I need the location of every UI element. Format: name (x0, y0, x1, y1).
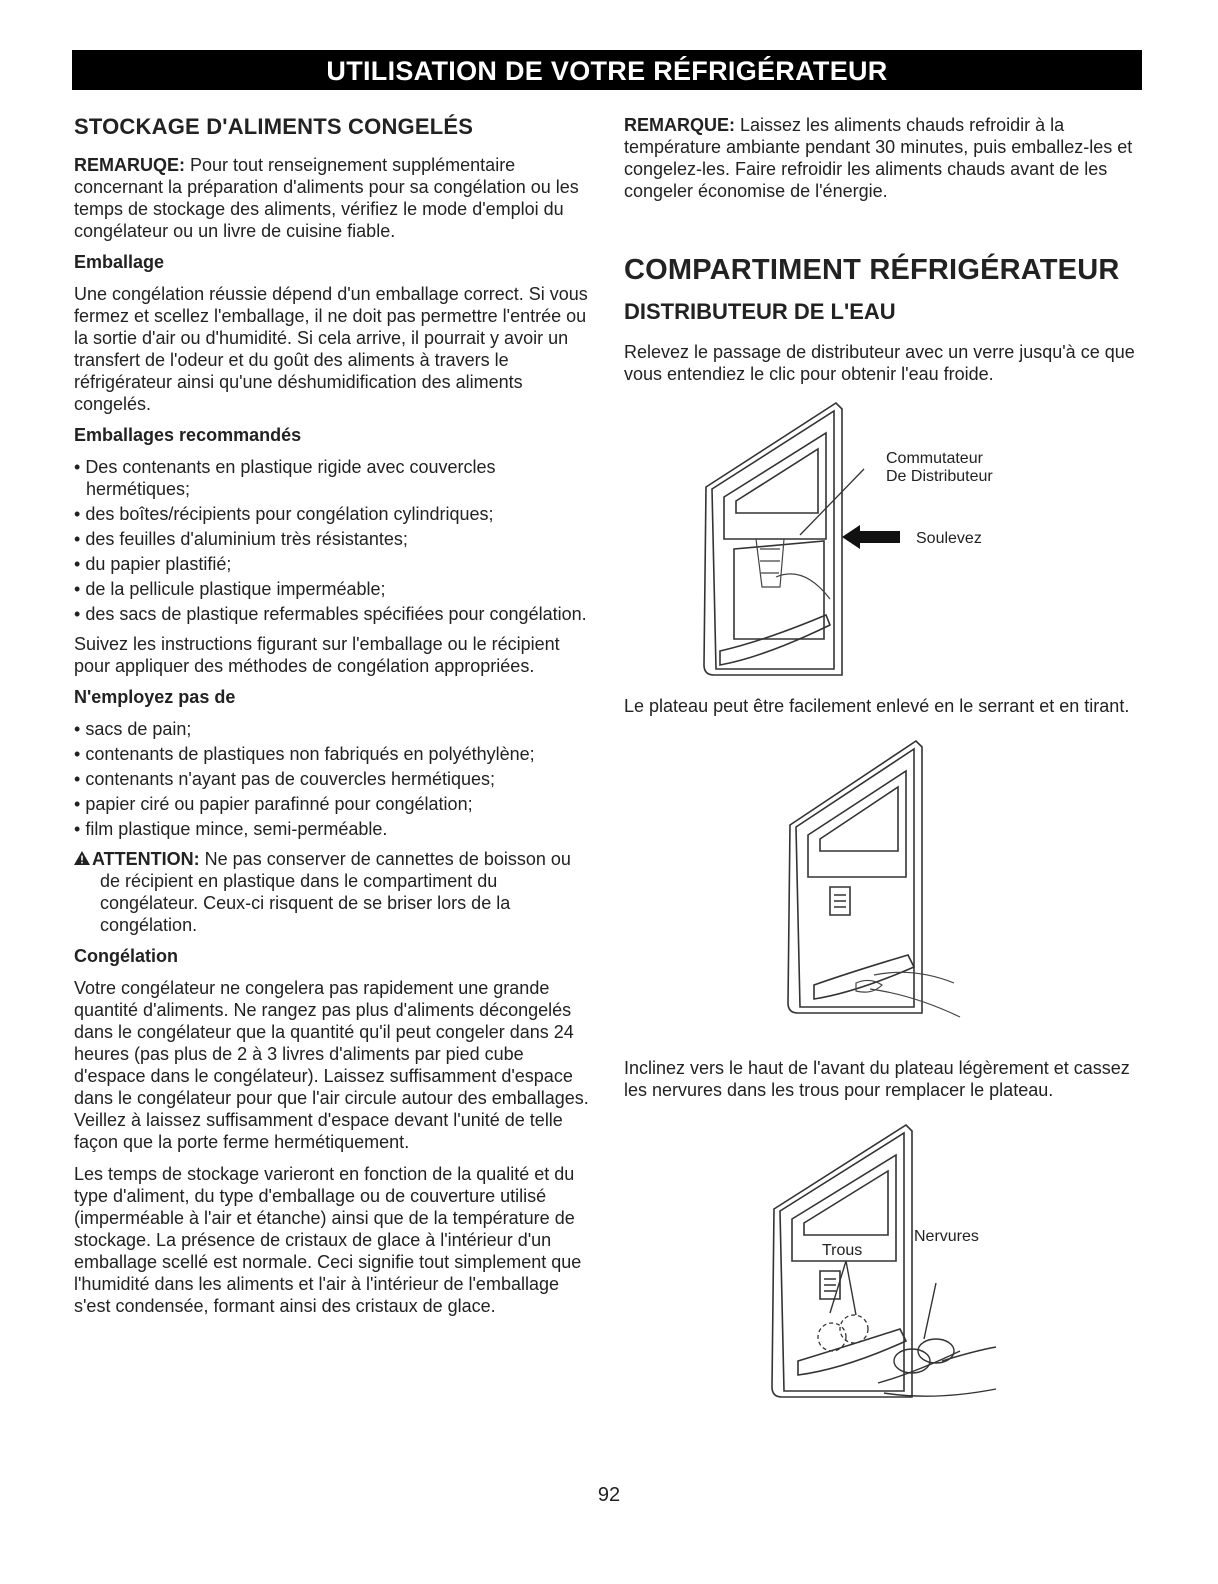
label-switch-line2: De Distributeur (886, 468, 993, 485)
freezing-title: Congélation (74, 946, 178, 966)
list-item: • des boîtes/récipients pour congélation cylindriques; (74, 503, 592, 525)
recommended-list (74, 456, 592, 625)
packaging-text: Une congélation réussie dépend d'un emballage correct. Si vous fermez et scellez l'emballage, il ne doit pas permettre l'entrée ou la sortie d'air ou d'humidité. Si cela arrive, il pourrait y avoir un transfert de l'odeur et du goût des aliments à travers le réfrigérateur ainsi qu'une déshumidification des aliments congelés. (74, 284, 588, 414)
list-item: • contenants n'ayant pas de couvercles hermétiques; (74, 768, 592, 790)
label-ribs: Nervures (914, 1228, 979, 1245)
warning-icon (74, 848, 92, 870)
packaging-title: Emballage (74, 252, 165, 272)
label-switch-line1: Commutateur (886, 450, 983, 467)
dispenser-figure-1 (624, 389, 1144, 689)
list-item: • des feuilles d'aluminium très résistantes; (74, 528, 592, 550)
right-column (624, 114, 1144, 1411)
label-holes: Trous (822, 1242, 863, 1259)
label-lift: Soulevez (916, 530, 982, 547)
dispenser-figure-2 (624, 727, 1144, 1027)
warning-paragraph (74, 848, 592, 936)
list-item: • du papier plastifié; (74, 553, 592, 575)
tray-removal-text: Le plateau peut être facilement enlevé en le serrant et en tirant. (624, 696, 1130, 716)
page-banner: UTILISATION DE VOTRE RÉFRIGÉRATEUR (72, 50, 1142, 90)
follow-instructions-text: Suivez les instructions figurant sur l'emballage ou le récipient pour appliquer des méthodes de congélation appropriées. (74, 634, 560, 676)
list-item: • papier ciré ou papier parafinné pour congélation; (74, 793, 592, 815)
list-item: • Des contenants en plastique rigide avec couvercles hermétiques; (74, 456, 592, 500)
list-item: • contenants de plastiques non fabriqués en polyéthylène; (74, 743, 592, 765)
water-dispenser-heading: DISTRIBUTEUR DE L'EAU (624, 299, 896, 324)
hot-food-note (624, 114, 1144, 202)
water-dispenser-text: Relevez le passage de distributeur avec un verre jusqu'à ce que vous entendiez le clic pour obtenir l'eau froide. (624, 342, 1135, 384)
note-label: REMARUQE: (74, 155, 185, 175)
lift-arrow-icon (842, 525, 900, 549)
list-item: • sacs de pain; (74, 718, 592, 740)
do-not-use-title: N'employez pas de (74, 687, 236, 707)
frozen-storage-heading: STOCKAGE D'ALIMENTS CONGELÉS (74, 114, 474, 139)
note-text: Pour tout renseignement supplémentaire concernant la préparation d'aliments pour sa congélation ou les temps de stockage des aliments, vérifiez le mode d'emploi du congélateur ou un livre de cuisine fiable. (74, 155, 579, 241)
note-label: REMARQUE: (624, 115, 735, 135)
do-not-use-list (74, 718, 592, 840)
recommended-title: Emballages recommandés (74, 425, 302, 445)
warning-label: ATTENTION: (92, 849, 200, 869)
list-item: • de la pellicule plastique imperméable; (74, 578, 592, 600)
left-column (74, 114, 592, 1327)
freezing-text-2: Les temps de stockage varieront en fonction de la qualité et du type d'aliment, du type d'emballage ou de couverture utilisé (imperméable à l'air et étanche) ainsi que de la température de stockage. La présence de cristaux de glace à l'intérieur d'un emballage scellé est normale. Ceci signifie tout simplement que l'humidité dans les aliments et l'air à l'intérieur de l'emballage s'est condensée, formant ainsi des cristaux de glace. (74, 1164, 582, 1316)
list-item: • des sacs de plastique refermables spécifiées pour congélation. (74, 603, 592, 625)
note-text: Laissez les aliments chauds refroidir à la température ambiante pendant 30 minutes, puis emballez-les et congelez-les. Faire refroidir les aliments chauds avant de les congeler économise de l'énergie. (624, 115, 1133, 201)
warning-text: Ne pas conserver de cannettes de boisson ou de récipient en plastique dans le compartiment du congélateur. Ceux-ci risquent de se briser lors de la congélation. (100, 849, 571, 935)
fridge-compartment-heading: COMPARTIMENT RÉFRIGÉRATEUR (624, 254, 1120, 286)
freezing-text-1: Votre congélateur ne congelera pas rapidement une grande quantité d'aliments. Ne rangez pas plus d'aliments décongelés dans le congélateur que la quantité qu'il peut congeler dans 24 heures (pas plus de 2 à 3 livres d'aliments par pied cube d'espace dans le congélateur). Laissez suffisamment d'espace dans le congélateur pour que l'air circule autour des emballages. Veillez à laissez suffisamment d'espace devant l'unité de telle façon que la porte ferme hermétiquement. (74, 978, 589, 1152)
list-item: • film plastique mince, semi-perméable. (74, 818, 592, 840)
dispenser-figure-3 (624, 1111, 1144, 1411)
incline-tray-text: Inclinez vers le haut de l'avant du plateau légèrement et cassez les nervures dans les trous pour remplacer le plateau. (624, 1058, 1130, 1100)
note-paragraph (74, 154, 592, 242)
page-number: 92 (597, 1484, 621, 1506)
